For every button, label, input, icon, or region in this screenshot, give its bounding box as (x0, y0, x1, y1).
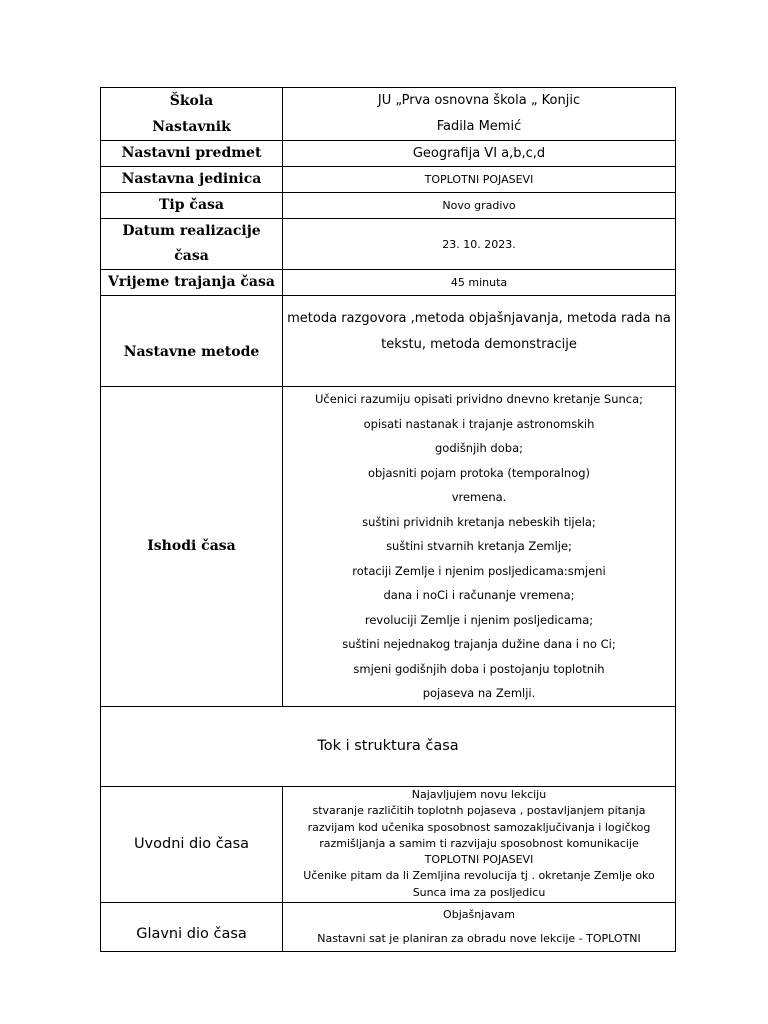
outcome-line: opisati nastanak i trajanje astronomskih (363, 416, 595, 431)
value-date: 23. 10. 2023. (283, 219, 676, 270)
label-methods: Nastavne metode (101, 296, 283, 387)
value-school-teacher (283, 88, 676, 141)
value-unit: TOPLOTNI POJASEVI (283, 167, 676, 193)
row-duration (101, 270, 676, 296)
label-unit: Nastavna jedinica (101, 167, 283, 193)
row-outcomes (101, 387, 676, 707)
intro-line: razvijam kod učenika sposobnost samozaključivanja i logičkog (307, 820, 651, 834)
row-date (101, 219, 676, 270)
label-intro: Uvodni dio časa (101, 786, 283, 902)
label-date: Datum realizacije časa (101, 219, 283, 270)
value-duration: 45 minuta (283, 270, 676, 296)
main-line: Nastavni sat je planiran za obradu nove lekcije - TOPLOTNI (317, 931, 641, 945)
value-outcomes (283, 387, 676, 707)
label-subject: Nastavni predmet (101, 141, 283, 167)
intro-line: Učenike pitam da li Zemljina revolucija tj . okretanje Zemlje oko (303, 869, 655, 883)
label-duration: Vrijeme trajanja časa (101, 270, 283, 296)
value-methods (283, 296, 676, 387)
value-intro (283, 786, 676, 902)
outcome-line: rotaciji Zemlje i njenim posljedicama:smjeni (352, 563, 606, 578)
methods-line: tekstu, metoda demonstracije (381, 337, 577, 352)
methods-line: metoda razgovora ,metoda objašnjavanja, metoda rada na (287, 311, 671, 326)
outcome-line: vremena. (451, 490, 507, 504)
label-main: Glavni dio časa (101, 902, 283, 951)
intro-line: TOPLOTNI POJASEVI (424, 853, 534, 867)
outcome-line: revoluciji Zemlje i njenim posljedicama; (364, 612, 594, 627)
value-teacher: Fadila Memić (436, 119, 522, 134)
outcome-line: objasniti pojam protoka (temporalnog) (367, 465, 591, 480)
label-school-teacher (101, 88, 283, 141)
main-line: Objašnjavam (443, 907, 515, 921)
row-unit (101, 167, 676, 193)
row-main (101, 902, 676, 951)
row-structure (101, 706, 676, 786)
row-methods (101, 296, 676, 387)
row-lesson-type (101, 193, 676, 219)
label-lesson-type: Tip časa (101, 193, 283, 219)
row-intro (101, 786, 676, 902)
intro-line: stvaranje različitih toplotnh pojaseva , postavljanjem pitanja (312, 804, 646, 818)
outcome-line: godišnjih doba; (434, 441, 523, 455)
label-school: Škola (169, 93, 214, 109)
value-subject: Geografija VI a,b,c,d (283, 141, 676, 167)
outcome-line: Učenici razumiju opisati prividno dnevno kretanje Sunca; (314, 392, 644, 406)
value-lesson-type: Novo gradivo (283, 193, 676, 219)
outcome-line: suštini prividnih kretanja nebeskih tijela; (362, 514, 596, 529)
outcome-line: suštini stvarnih kretanja Zemlje; (386, 539, 572, 553)
outcome-line: dana i noCi i računanje vremena; (383, 588, 575, 602)
value-school: JU „Prva osnovna škola „ Konjic (377, 93, 581, 108)
row-school-teacher (101, 88, 676, 141)
intro-line: Najavljujem novu lekciju (411, 787, 547, 801)
intro-line: razmišljanja a samim ti razvijaju sposobnost komunikacije (319, 836, 639, 850)
outcome-line: suštini nejednakog trajanja dužine dana i no Ci; (342, 637, 616, 651)
outcome-line: pojaseva na Zemlji. (422, 686, 536, 700)
lesson-plan-table (100, 87, 676, 952)
label-teacher: Nastavnik (152, 119, 231, 135)
label-outcomes: Ishodi časa (101, 387, 283, 707)
outcome-line: smjeni godišnjih doba i postojanju toplotnih (353, 661, 605, 676)
value-main (283, 902, 676, 951)
row-subject (101, 141, 676, 167)
intro-line: Sunca ima za posljedicu (412, 885, 546, 899)
structure-title: Tok i struktura časa (101, 706, 676, 786)
